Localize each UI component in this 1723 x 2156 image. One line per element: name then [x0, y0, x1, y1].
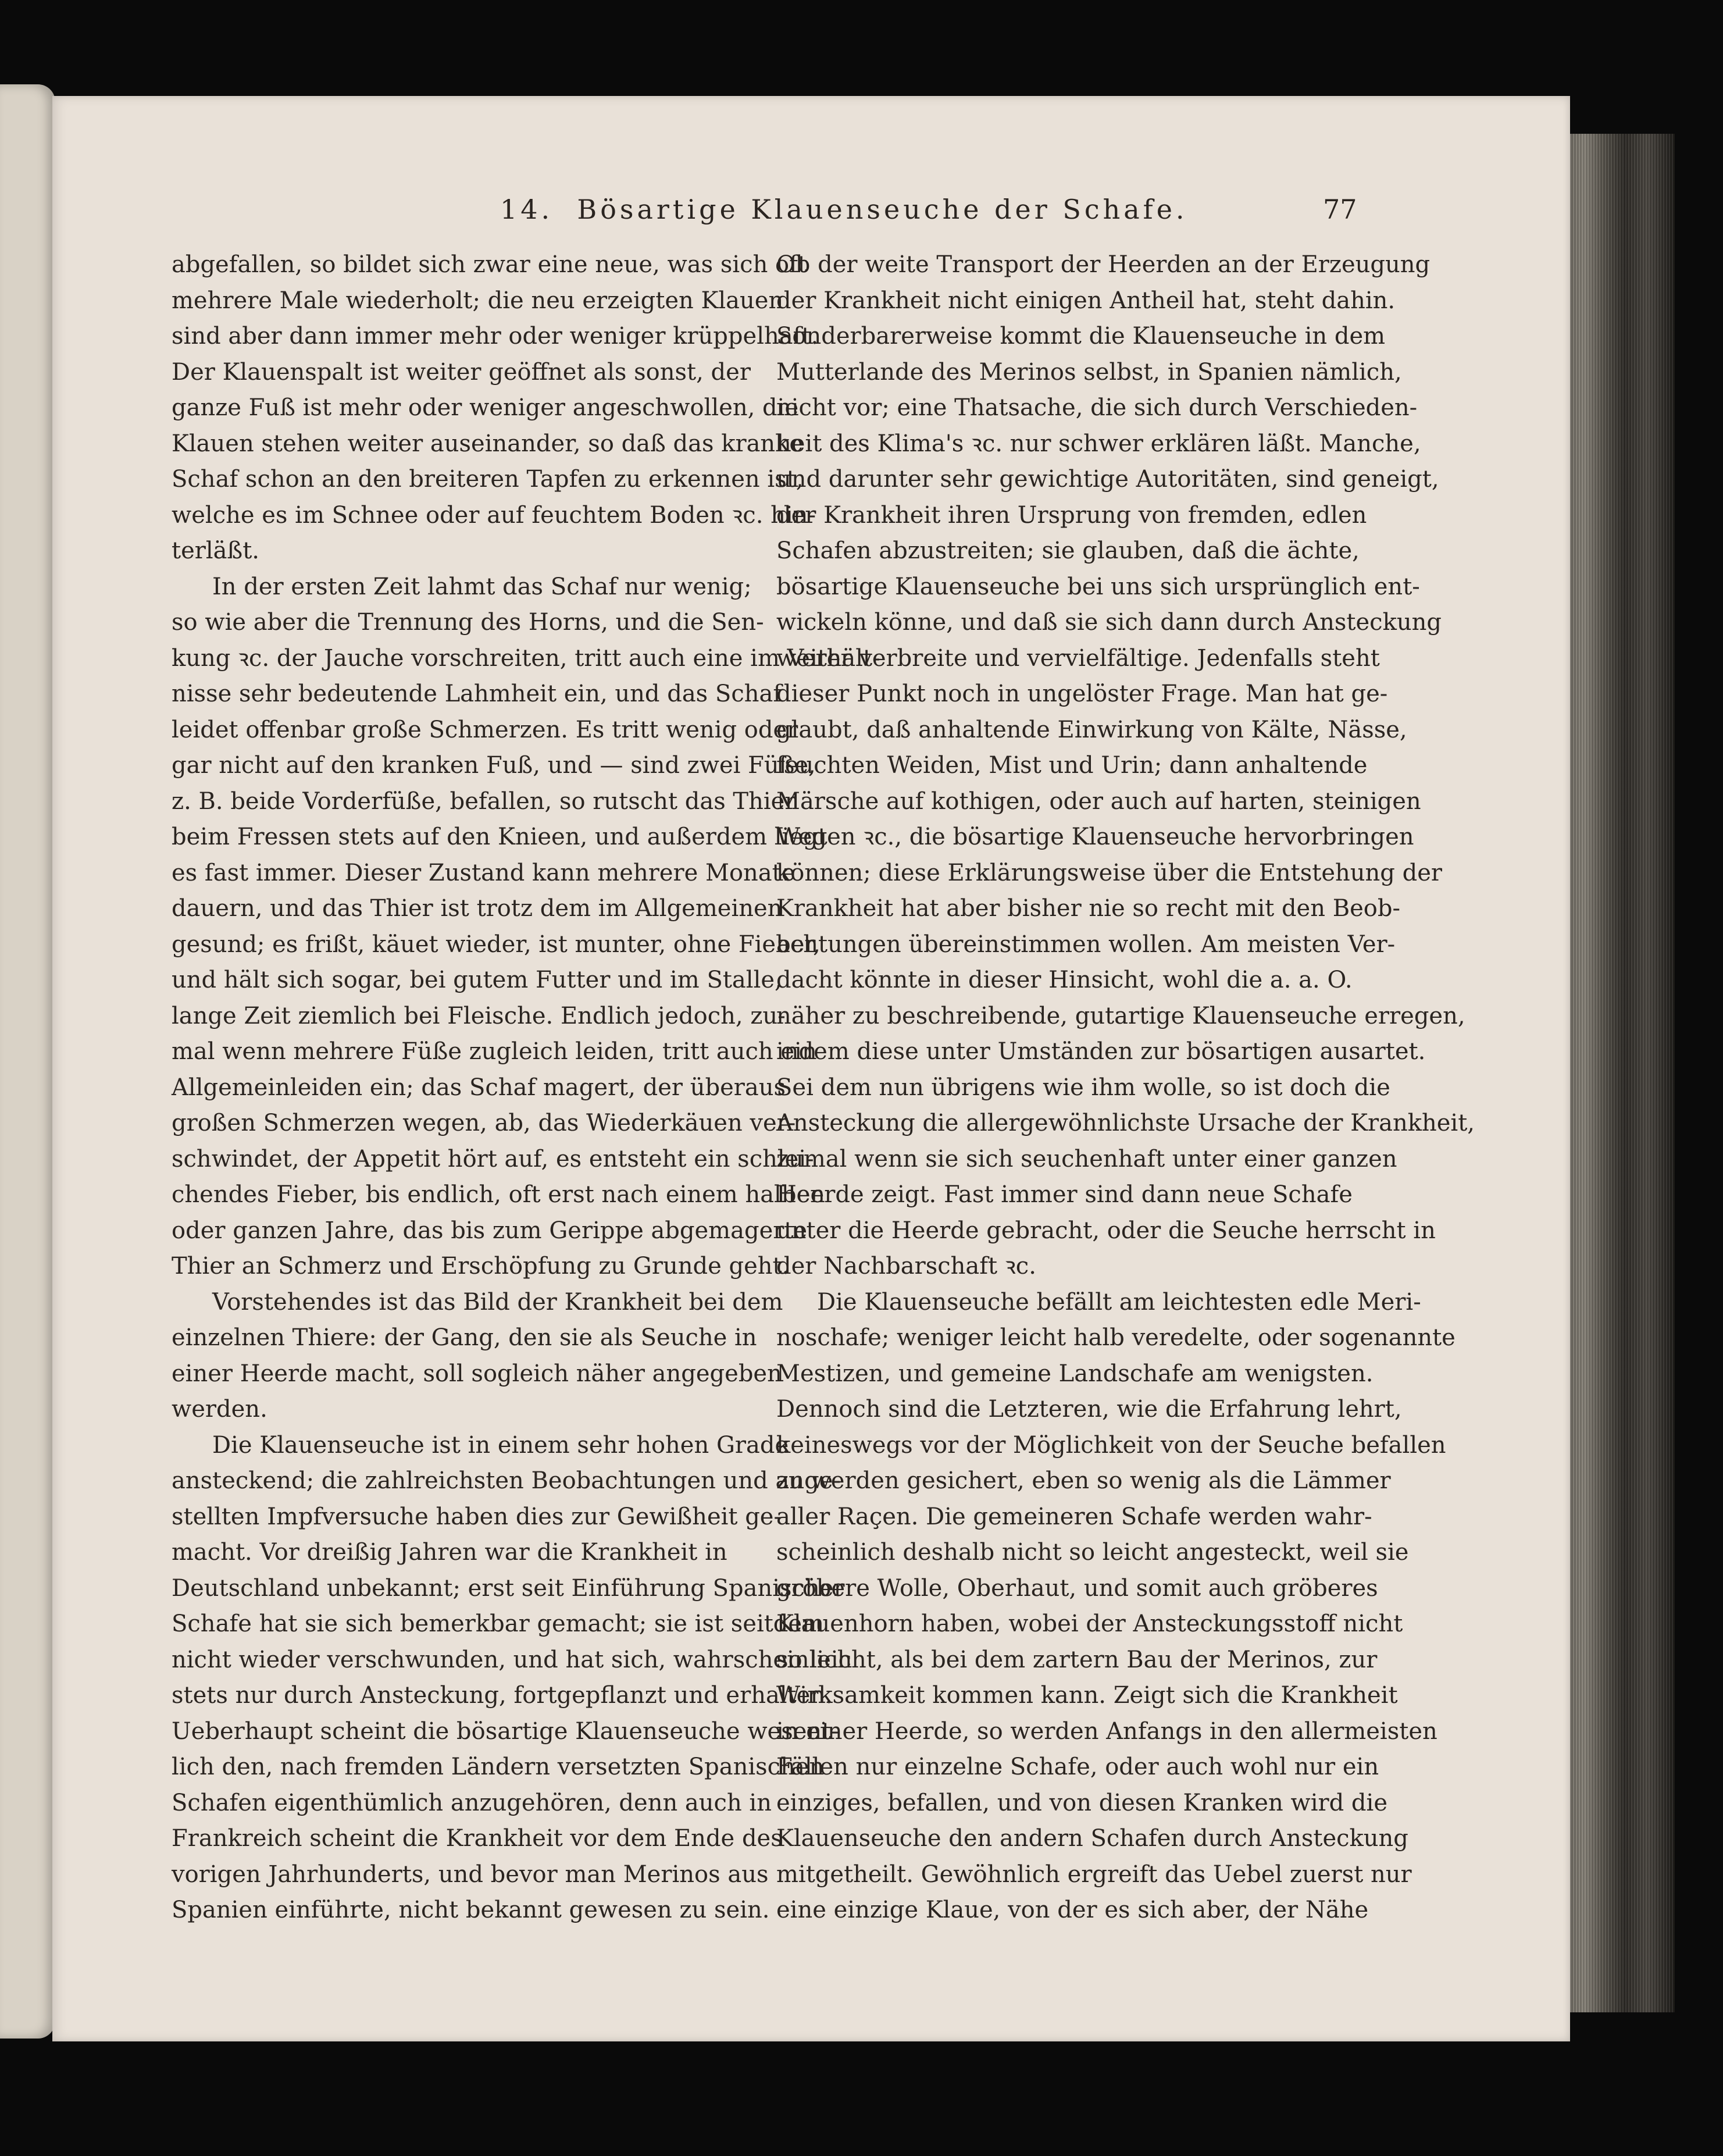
text-line: der Krankheit nicht einigen Antheil hat, steht dahin. — [776, 287, 1396, 314]
text-line: Schafen abzustreiten; sie glauben, daß die ächte, — [776, 537, 1360, 564]
text-line: ganze Fuß ist mehr oder weniger angeschwollen, die — [172, 394, 799, 421]
text-line: wickeln könne, und daß sie sich dann durch Ansteckung — [776, 609, 1442, 636]
right-text-column — [776, 247, 1475, 1929]
text-line: Vorstehendes ist das Bild der Krankheit bei dem — [212, 1288, 783, 1316]
text-line: keineswegs vor der Möglichkeit von der Seuche befallen — [776, 1431, 1446, 1459]
text-line: so leicht, als bei dem zartern Bau der Merinos, zur — [776, 1646, 1378, 1673]
text-line: abgefallen, so bildet sich zwar eine neue, was sich oft — [172, 251, 808, 278]
text-line: glaubt, daß anhaltende Einwirkung von Kälte, Nässe, — [776, 716, 1407, 743]
text-line: einzelnen Thiere: der Gang, den sie als Seuche in — [172, 1324, 757, 1351]
text-line: beim Fressen stets auf den Knieen, und außerdem liegt — [172, 824, 827, 850]
text-line: Dennoch sind die Letzteren, wie die Erfahrung lehrt, — [776, 1396, 1402, 1423]
text-line: feuchten Weiden, Mist und Urin; dann anhaltende — [776, 752, 1368, 779]
text-line: achtungen übereinstimmen wollen. Am meisten Ver- — [776, 931, 1396, 958]
text-line: leidet offenbar große Schmerzen. Es tritt wenig oder — [172, 716, 798, 743]
text-line: chendes Fieber, bis endlich, oft erst nach einem halben — [172, 1181, 825, 1208]
text-line: können; diese Erklärungsweise über die Entstehung der — [776, 859, 1443, 886]
text-line: oder ganzen Jahre, das bis zum Gerippe abgemagerte — [172, 1217, 808, 1244]
text-line: näher zu beschreibende, gutartige Klauenseuche erregen, — [776, 1002, 1465, 1029]
text-line: ansteckend; die zahlreichsten Beobachtungen und ange- — [172, 1467, 841, 1494]
text-line: Wegen ꝛc., die bösartige Klauenseuche hervorbringen — [776, 824, 1414, 850]
page-number: 77 — [1323, 194, 1357, 225]
text-line: Spanien einführte, nicht bekannt gewesen zu sein. — [172, 1897, 770, 1923]
text-line: Schafen eigenthümlich anzugehören, denn auch in — [172, 1789, 772, 1816]
text-line: zumal wenn sie sich seuchenhaft unter einer ganzen — [776, 1145, 1397, 1173]
text-line: mal wenn mehrere Füße zugleich leiden, tritt auch ein — [172, 1038, 817, 1065]
text-line: Deutschland unbekannt; erst seit Einführung Spanischer — [172, 1574, 845, 1602]
text-line: nicht wieder verschwunden, und hat sich, wahrscheinlich — [172, 1646, 852, 1673]
chapter-title: Bösartige Klauenseuche der Schafe. — [577, 194, 1188, 225]
text-line: mitgetheilt. Gewöhnlich ergreift das Uebel zuerst nur — [776, 1861, 1412, 1888]
text-line: unter die Heerde gebracht, oder die Seuche herrscht in — [776, 1217, 1436, 1244]
text-line: Ob der weite Transport der Heerden an der Erzeugung — [776, 251, 1431, 278]
text-line: Märsche auf kothigen, oder auch auf harten, steinigen — [776, 787, 1421, 815]
text-line: Ansteckung die allergewöhnlichste Ursache der Krankheit, — [776, 1110, 1475, 1136]
text-line: und darunter sehr gewichtige Autoritäten, sind geneigt, — [776, 466, 1439, 493]
text-line: Die Klauenseuche befällt am leichtesten edle Meri- — [817, 1288, 1421, 1316]
text-line: einer Heerde macht, soll sogleich näher angegeben — [172, 1360, 782, 1387]
text-line: Thier an Schmerz und Erschöpfung zu Grunde geht. — [172, 1253, 790, 1280]
text-line: Krankheit hat aber bisher nie so recht mit den Beob- — [776, 895, 1400, 922]
text-line: sind aber dann immer mehr oder weniger krüppelhaft. — [172, 323, 819, 350]
text-line: Sei dem nun übrigens wie ihm wolle, so ist doch die — [776, 1074, 1390, 1101]
text-line: nicht vor; eine Thatsache, die sich durch Verschieden- — [776, 394, 1418, 421]
text-line: Die Klauenseuche ist in einem sehr hohen Grade — [212, 1431, 789, 1459]
text-line: so wie aber die Trennung des Horns, und die Sen- — [172, 609, 764, 636]
text-line: Fällen nur einzelne Schafe, oder auch wohl nur ein — [776, 1754, 1379, 1780]
text-line: gesund; es frißt, käuet wieder, ist munter, ohne Fieber, — [172, 931, 821, 958]
text-line: dauern, und das Thier ist trotz dem im Allgemeinen — [172, 895, 783, 922]
text-line: Klauenseuche den andern Schafen durch Ansteckung — [776, 1825, 1408, 1852]
text-line: Klauen stehen weiter auseinander, so daß das kranke — [172, 430, 804, 457]
text-line: Frankreich scheint die Krankheit vor dem Ende des — [172, 1825, 783, 1852]
text-line: Schafe hat sie sich bemerkbar gemacht; sie ist seitdem — [172, 1610, 825, 1637]
text-line: Allgemeinleiden ein; das Schaf magert, der überaus — [172, 1074, 786, 1101]
text-line: es fast immer. Dieser Zustand kann mehrere Monate — [172, 859, 795, 886]
text-line: zu werden gesichert, eben so wenig als die Lämmer — [776, 1467, 1391, 1494]
text-line: eine einzige Klaue, von der es sich aber, der Nähe — [776, 1897, 1369, 1923]
text-line: Der Klauenspalt ist weiter geöffnet als sonst, der — [172, 358, 751, 386]
chapter-number: 14. — [500, 194, 554, 225]
text-line: indem diese unter Umständen zur bösartigen ausartet. — [776, 1038, 1426, 1065]
text-line: Schaf schon an den breiteren Tapfen zu erkennen ist, — [172, 466, 804, 493]
book-page — [52, 96, 1570, 2041]
text-line: stets nur durch Ansteckung, fortgepflanzt und erhalten. — [172, 1682, 833, 1709]
text-line: einziges, befallen, und von diesen Kranken wird die — [776, 1789, 1387, 1816]
text-line: lich den, nach fremden Ländern versetzten Spanischen — [172, 1754, 825, 1780]
text-line: lange Zeit ziemlich bei Fleische. Endlich jedoch, zu- — [172, 1002, 786, 1029]
text-line: Heerde zeigt. Fast immer sind dann neue Schafe — [776, 1181, 1353, 1208]
text-line: terläßt. — [172, 537, 260, 564]
text-line: schwindet, der Appetit hört auf, es entsteht ein schlei- — [172, 1145, 814, 1173]
text-line: Ueberhaupt scheint die bösartige Klauenseuche wesent- — [172, 1717, 839, 1745]
text-line: in einer Heerde, so werden Anfangs in den allermeisten — [776, 1717, 1437, 1745]
text-line: kung ꝛc. der Jauche vorschreiten, tritt auch eine im Verhält- — [172, 644, 880, 672]
text-line: der Krankheit ihren Ursprung von fremden, edlen — [776, 501, 1367, 529]
text-line: großen Schmerzen wegen, ab, das Wiederkäuen ver- — [172, 1110, 796, 1136]
text-line: Wirksamkeit kommen kann. Zeigt sich die Krankheit — [776, 1682, 1398, 1709]
left-text-column — [172, 247, 880, 1929]
text-line: scheinlich deshalb nicht so leicht angesteckt, weil sie — [776, 1539, 1409, 1566]
text-line: Mestizen, und gemeine Landschafe am wenigsten. — [776, 1360, 1374, 1387]
text-line: Klauenhorn haben, wobei der Ansteckungsstoff nicht — [776, 1610, 1403, 1637]
text-line: heit des Klima's ꝛc. nur schwer erklären läßt. Manche, — [776, 430, 1421, 457]
text-line: noschafe; weniger leicht halb veredelte, oder sogenannte — [776, 1324, 1456, 1351]
text-line: In der ersten Zeit lahmt das Schaf nur wenig; — [212, 573, 752, 600]
text-line: mehrere Male wiederholt; die neu erzeigten Klauen — [172, 287, 784, 314]
book-page-stack — [1564, 134, 1675, 2012]
text-line: Sonderbarerweise kommt die Klauenseuche in dem — [776, 323, 1386, 350]
text-line: gröbere Wolle, Oberhaut, und somit auch gröberes — [776, 1574, 1378, 1602]
text-line: bösartige Klauenseuche bei uns sich ursprünglich ent- — [776, 573, 1420, 600]
text-line: gar nicht auf den kranken Fuß, und — sind zwei Füße, — [172, 752, 816, 779]
text-line: vorigen Jahrhunderts, und bevor man Merinos aus — [172, 1861, 769, 1888]
running-header — [52, 194, 1570, 234]
text-line: dacht könnte in dieser Hinsicht, wohl die a. a. O. — [776, 967, 1353, 993]
text-line: z. B. beide Vorderfüße, befallen, so rutscht das Thier — [172, 787, 796, 815]
text-line: welche es im Schnee oder auf feuchtem Boden ꝛc. hin- — [172, 501, 816, 529]
text-line: werden. — [172, 1396, 267, 1423]
text-line: der Nachbarschaft ꝛc. — [776, 1253, 1036, 1280]
text-line: aller Raçen. Die gemeineren Schafe werden wahr- — [776, 1503, 1372, 1530]
text-line: dieser Punkt noch in ungelöster Frage. Man hat ge- — [776, 680, 1388, 707]
text-line: macht. Vor dreißig Jahren war die Krankheit in — [172, 1539, 727, 1566]
text-line: weiter verbreite und vervielfältige. Jedenfalls steht — [776, 644, 1380, 672]
left-page-edge — [0, 84, 55, 2039]
text-line: nisse sehr bedeutende Lahmheit ein, und das Schaf — [172, 680, 782, 707]
text-line: Mutterlande des Merinos selbst, in Spanien nämlich, — [776, 358, 1402, 386]
text-line: und hält sich sogar, bei gutem Futter und im Stalle, — [172, 967, 782, 993]
running-title — [500, 194, 1188, 225]
text-line: stellten Impfversuche haben dies zur Gewißheit ge- — [172, 1503, 782, 1530]
